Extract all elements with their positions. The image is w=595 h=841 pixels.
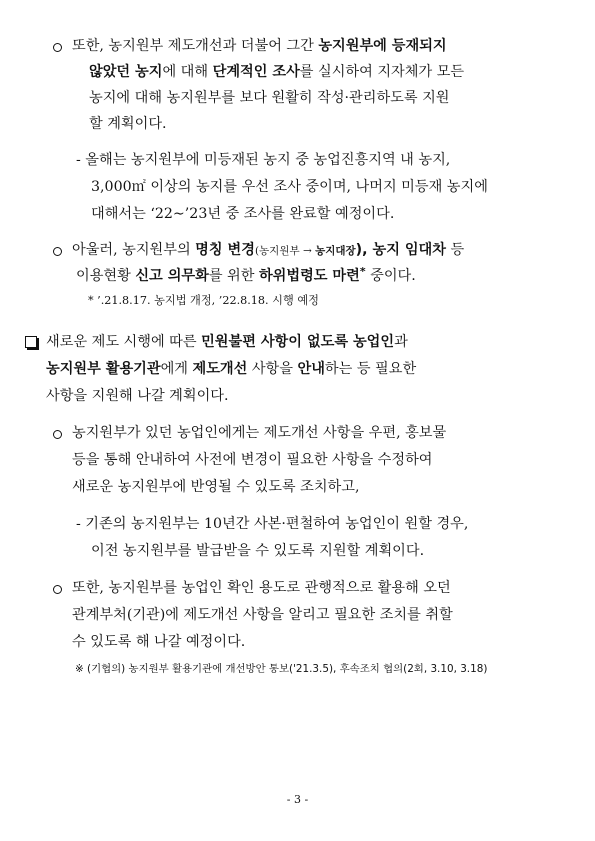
p2-line2: 이용현황 신고 의무화를 위한 하위법령도 마련* 중이다. [76,265,416,284]
circle-bullet-icon [53,430,62,439]
d1-line1: - 올해는 농지원부에 미등재된 농지 중 농업진흥지역 내 농지, [76,152,451,168]
p1-line4: 할 계획이다. [89,116,167,132]
p1-line3: 농지에 대해 농지원부를 보다 원활히 작성·관리하도록 지원 [89,90,450,106]
square-bullet-icon [25,336,37,348]
p2-line1: 아울러, 농지원부의 명칭 변경(농지원부 → 농지대장), 농지 임대차 등 [72,242,465,258]
d2-line2: 이전 농지원부를 발급받을 수 있도록 지원할 계획이다. [91,543,425,559]
s1-line1: 새로운 제도 시행에 따른 민원불편 사항이 없도록 농업인과 [46,334,408,350]
p4-line2: 관계부처(기관)에 제도개선 사항을 알리고 필요한 조치를 취할 [72,607,453,623]
circle-bullet-icon [53,585,62,594]
s1-line3: 사항을 지원해 나갈 계획이다. [46,388,229,404]
p1-line1: 또한, 농지원부 제도개선과 더불어 그간 농지원부에 등재되지 [72,38,447,54]
p4-line1: 또한, 농지원부를 농업인 확인 용도로 관행적으로 활용해 오던 [72,580,451,596]
circle-bullet-icon [53,247,62,256]
p4-line3: 수 있도록 해 나갈 예정이다. [72,634,246,650]
p3-line2: 등을 통해 안내하여 사전에 변경이 필요한 사항을 수정하여 [72,452,433,468]
p4-footnote: ※ (기협의) 농지원부 활용기관에 개선방안 통보('21.3.5), 후속조치 협의(2회, 3.10, 3.18) [75,663,488,675]
d1-line3: 대해서는 ‘22∼’23년 중 조사를 완료할 예정이다. [91,206,395,222]
s1-line2: 농지원부 활용기관에게 제도개선 사항을 안내하는 등 필요한 [46,361,417,377]
p3-line1: 농지원부가 있던 농업인에게는 제도개선 사항을 우편, 홍보물 [72,425,447,441]
p1-line2: 않았던 농지에 대해 단계적인 조사를 실시하여 지자체가 모든 [89,64,465,80]
p2-footnote: * ’.21.8.17. 농지법 개정, ’22.8.18. 시행 예정 [88,294,319,307]
page-number: - 3 - [286,793,309,806]
d1-line2: 3,000㎡ 이상의 농지를 우선 조사 중이며, 나머지 미등재 농지에 [91,179,488,195]
d2-line1: - 기존의 농지원부는 10년간 사본·편철하여 농업인이 원할 경우, [76,516,469,532]
circle-bullet-icon [53,43,62,52]
p3-line3: 새로운 농지원부에 반영될 수 있도록 조치하고, [72,479,360,495]
